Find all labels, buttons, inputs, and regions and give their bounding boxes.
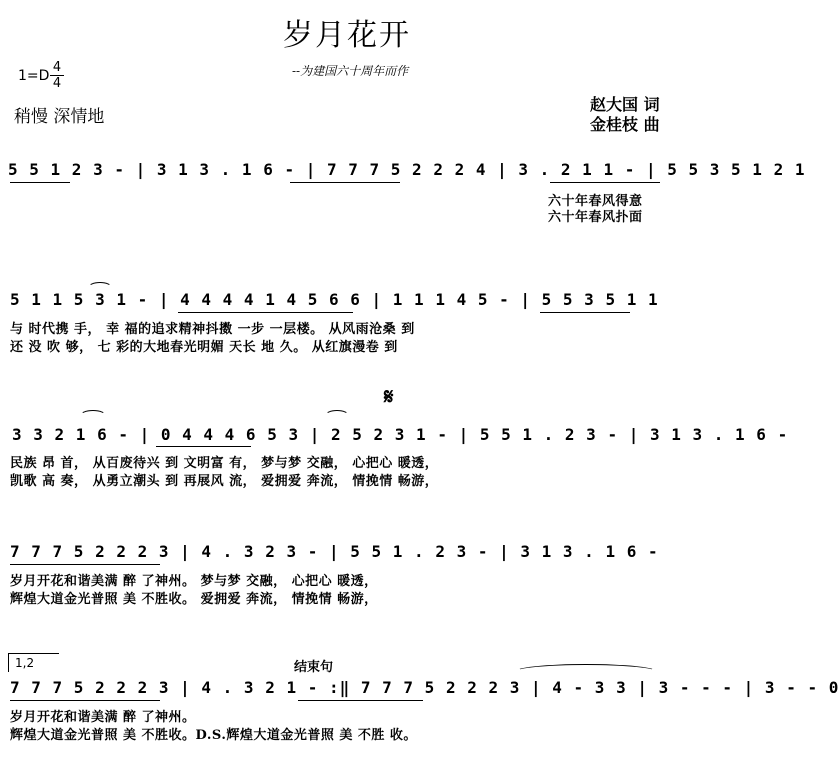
system-1-notation: 5 5 1 2 3 - | 3 1 3 . 1 6 - | 7 7 7 5 2 2 2 4 | 3 . 2 1 1 - | 5 5 3 5 1 2 1 xyxy=(8,160,806,179)
beam-line xyxy=(10,700,160,701)
time-signature-bottom: 4 xyxy=(50,75,64,91)
beam-line xyxy=(540,312,630,313)
beam-line xyxy=(10,564,160,565)
beam-line xyxy=(550,182,660,183)
system-2-lyric-2: 还 没 吹 够， 七 彩的大地春光明媚 天长 地 久。 从红旗漫卷 到 xyxy=(10,340,398,355)
beam-line xyxy=(290,182,400,183)
system-3-lyric-2: 凯歌 高 奏， 从勇立潮头 到 再展风 流， 爱拥爱 奔流， 情挽情 畅游， xyxy=(10,474,439,489)
beam-line xyxy=(178,312,353,313)
key-signature: 1=D xyxy=(18,68,50,84)
song-subtitle: --为建国六十周年而作 xyxy=(292,64,409,78)
segno-sign: 𝄋 xyxy=(384,384,394,410)
system-3-lyric-1: 民族 昂 首， 从百废待兴 到 文明富 有， 梦与梦 交融， 心把心 暖透， xyxy=(10,456,439,471)
system-4-notation: 7 7 7 5 2 2 2 3 | 4 . 3 2 3 - | 5 5 1 . 2 3 - | 3 1 3 . 1 6 - xyxy=(10,542,659,561)
system-4-lyric-1: 岁月开花和谐美满 醉 了神州。 梦与梦 交融， 心把心 暖透， xyxy=(10,574,378,589)
system-5-lyric-1: 岁月开花和谐美满 醉 了神州。 xyxy=(10,710,196,725)
time-signature xyxy=(50,60,64,91)
system-3-notation: 3 3 2 1 6 - | 0 4 4 4 6 5 3 | 2 5 2 3 1 - | 5 5 1 . 2 3 - | 3 1 3 . 1 6 - xyxy=(12,425,789,444)
lyricist-credit: 赵大国 词 xyxy=(590,95,660,114)
system-5-notation: 7 7 7 5 2 2 2 3 | 4 . 3 2 1 - :‖ 7 7 7 5 2 2 2 3 | 4 - 3 3 | 3 - - - | 3 - - 0 xyxy=(10,678,839,697)
system-4-lyric-2: 辉煌大道金光普照 美 不胜收。 爱拥爱 奔流， 情挽情 畅游， xyxy=(10,592,378,607)
time-signature-top: 4 xyxy=(52,60,62,75)
volta-bracket xyxy=(8,653,59,672)
beam-line xyxy=(298,700,423,701)
system-5-lyric-2: 辉煌大道金光普照 美 不胜收。D.S.辉煌大道金光普照 美 不胜 收。 xyxy=(10,728,417,743)
tie-mark xyxy=(325,410,349,421)
system-1-side-lyric-2: 六十年春风扑面 xyxy=(548,210,643,225)
tie-mark xyxy=(80,410,106,421)
tempo-marking: 稍慢 深情地 xyxy=(14,107,105,127)
tie-mark xyxy=(515,664,657,679)
system-2-notation: 5 1 1 5 3 1 - | 4 4 4 4 1 4 5 6 6 | 1 1 1 4 5 - | 5 5 3 5 1 1 xyxy=(10,290,659,309)
beam-line xyxy=(156,446,251,447)
end-section-label: 结束句 xyxy=(294,660,334,675)
beam-line xyxy=(10,182,70,183)
system-1-side-lyric-1: 六十年春风得意 xyxy=(548,194,643,209)
system-2-lyric-1: 与 时代携 手， 幸 福的追求精神抖擞 一步 一层楼。 从风雨沧桑 到 xyxy=(10,322,415,337)
song-title: 岁月花开 xyxy=(283,18,411,53)
volta-label: 1,2 xyxy=(15,656,35,670)
composer-credit: 金桂枝 曲 xyxy=(590,115,660,134)
tie-mark xyxy=(88,282,112,293)
